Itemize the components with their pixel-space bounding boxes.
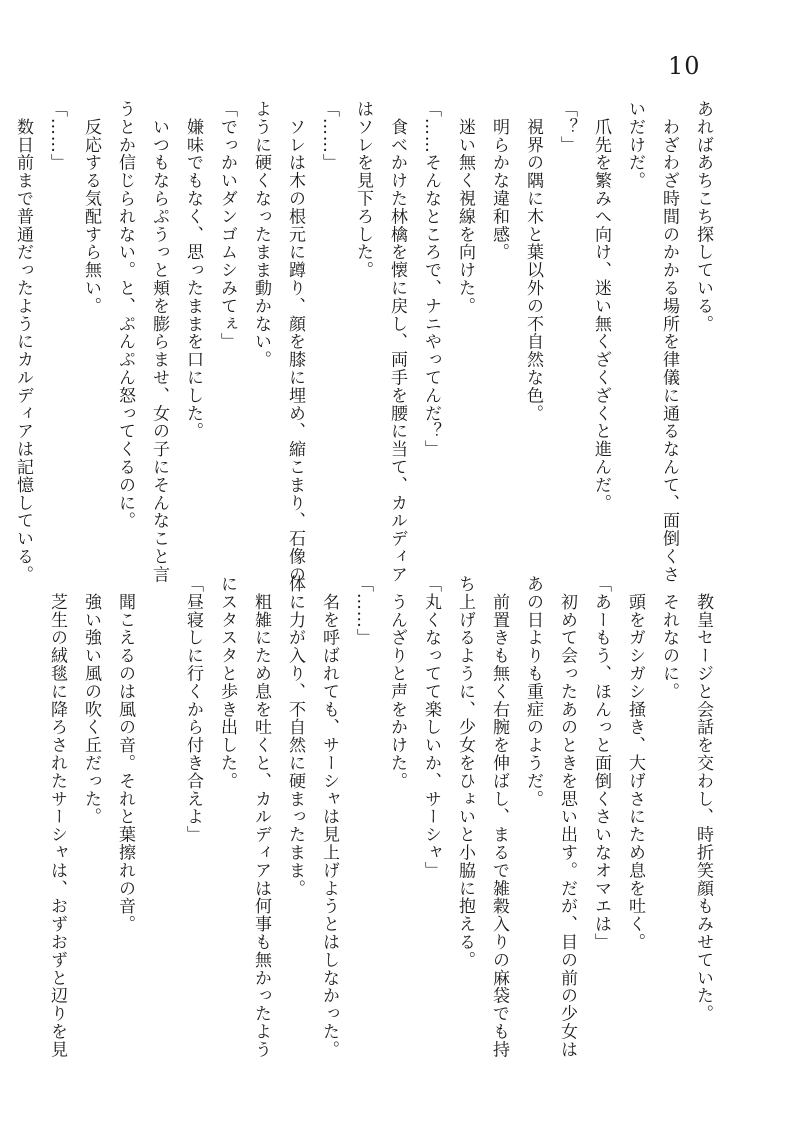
text-line: 「……」 bbox=[353, 575, 373, 647]
text-line: 頭をガシガシ掻き、大げさにため息を吐く。 bbox=[625, 575, 645, 951]
page-number: 10 bbox=[668, 52, 701, 80]
text-line bbox=[142, 575, 176, 1035]
text-line: 迷い無く視線を向けた。 bbox=[455, 100, 475, 315]
lower-text-block bbox=[40, 575, 720, 1059]
text-line: ち上げるように、少女をひょいと小脇に抱える。 bbox=[455, 575, 475, 969]
text-line: 初めて会ったあのときを思い出す。だが、目の前の少女は bbox=[557, 575, 577, 1059]
text-line: 反応する気配すら無い。 bbox=[81, 100, 101, 315]
text-line: あればあちこち探している。 bbox=[693, 100, 713, 333]
text-line: いだけだ。 bbox=[625, 100, 645, 190]
text-line: ソレは木の根元に蹲り、顔を膝に埋め、縮こまり、石像の bbox=[285, 100, 305, 584]
text-line: 食べかけた林檎を懐に戻し、両手を腰に当て、カルディア bbox=[387, 100, 407, 584]
text-line: 数日前まで普通だったようにカルディアは記憶している。 bbox=[13, 100, 33, 584]
text-line: 教皇セージと会話を交わし、時折笑顔もみせていた。 bbox=[693, 575, 713, 1023]
text-line: 爪先を繁みへ向け、迷い無くざくざくと進んだ。 bbox=[591, 100, 611, 512]
text-line: ように硬くなったまま動かない。 bbox=[251, 100, 271, 369]
text-line: 名を呼ばれても、サーシャは見上げようとはしなかった。 bbox=[319, 575, 339, 1059]
text-line: 芝生の絨毯に降ろされたサーシャは、おずおずと辺りを見 bbox=[47, 575, 67, 1059]
text-line: 視界の隅に木と葉以外の不自然な色。 bbox=[523, 100, 543, 423]
text-line: 「？」 bbox=[557, 100, 577, 154]
text-line: 「丸くなってて楽しいか、サーシャ」 bbox=[421, 575, 441, 880]
text-line: 「……そんなところで、ナニやってんだ？」 bbox=[421, 100, 441, 458]
text-line: わざわざ時間のかかる場所を律儀に通るなんて、面倒くさ bbox=[659, 100, 679, 584]
text-line: いつもならぷうっと頬を膨らませ、女の子にそんなこと言 bbox=[149, 100, 169, 584]
text-line: 「あーもう、ほんっと面倒くさいなオマエは」 bbox=[591, 575, 611, 951]
text-line: 前置きも無く右腕を伸ばし、まるで雑穀入りの麻袋でも持 bbox=[489, 575, 509, 1059]
text-line: 聞こえるのは風の音。それと葉擦れの音。 bbox=[115, 575, 135, 933]
text-line: 「……」 bbox=[47, 100, 67, 172]
text-line: 粗雑にため息を吐くと、カルディアは何事も無かったよう bbox=[251, 575, 271, 1059]
text-line: それなのに。 bbox=[659, 575, 679, 701]
text-line: あの日よりも重症のようだ。 bbox=[523, 575, 543, 808]
upper-text-block bbox=[6, 100, 720, 584]
text-line: にスタスタと歩き出した。 bbox=[217, 575, 237, 790]
text-line: 「昼寝しに行くから付き合えよ」 bbox=[183, 575, 203, 844]
text-line: はソレを見下ろした。 bbox=[353, 100, 373, 279]
text-line: 「でっかいダンゴムシみてぇ」 bbox=[217, 100, 237, 351]
text-line: うとか信じられない。と、ぷんぷん怒ってくるのに。 bbox=[115, 100, 135, 530]
text-line: 明らかな違和感。 bbox=[489, 100, 509, 262]
text-line: うんざりと声をかけた。 bbox=[387, 575, 407, 790]
text-line: 体に力が入り、不自然に硬まったまま。 bbox=[285, 575, 305, 898]
text-line: 強い強い風の吹く丘だった。 bbox=[81, 575, 101, 826]
text-line: 嫌味でもなく、思ったままを口にした。 bbox=[183, 100, 203, 441]
text-line: 「……」 bbox=[319, 100, 339, 172]
